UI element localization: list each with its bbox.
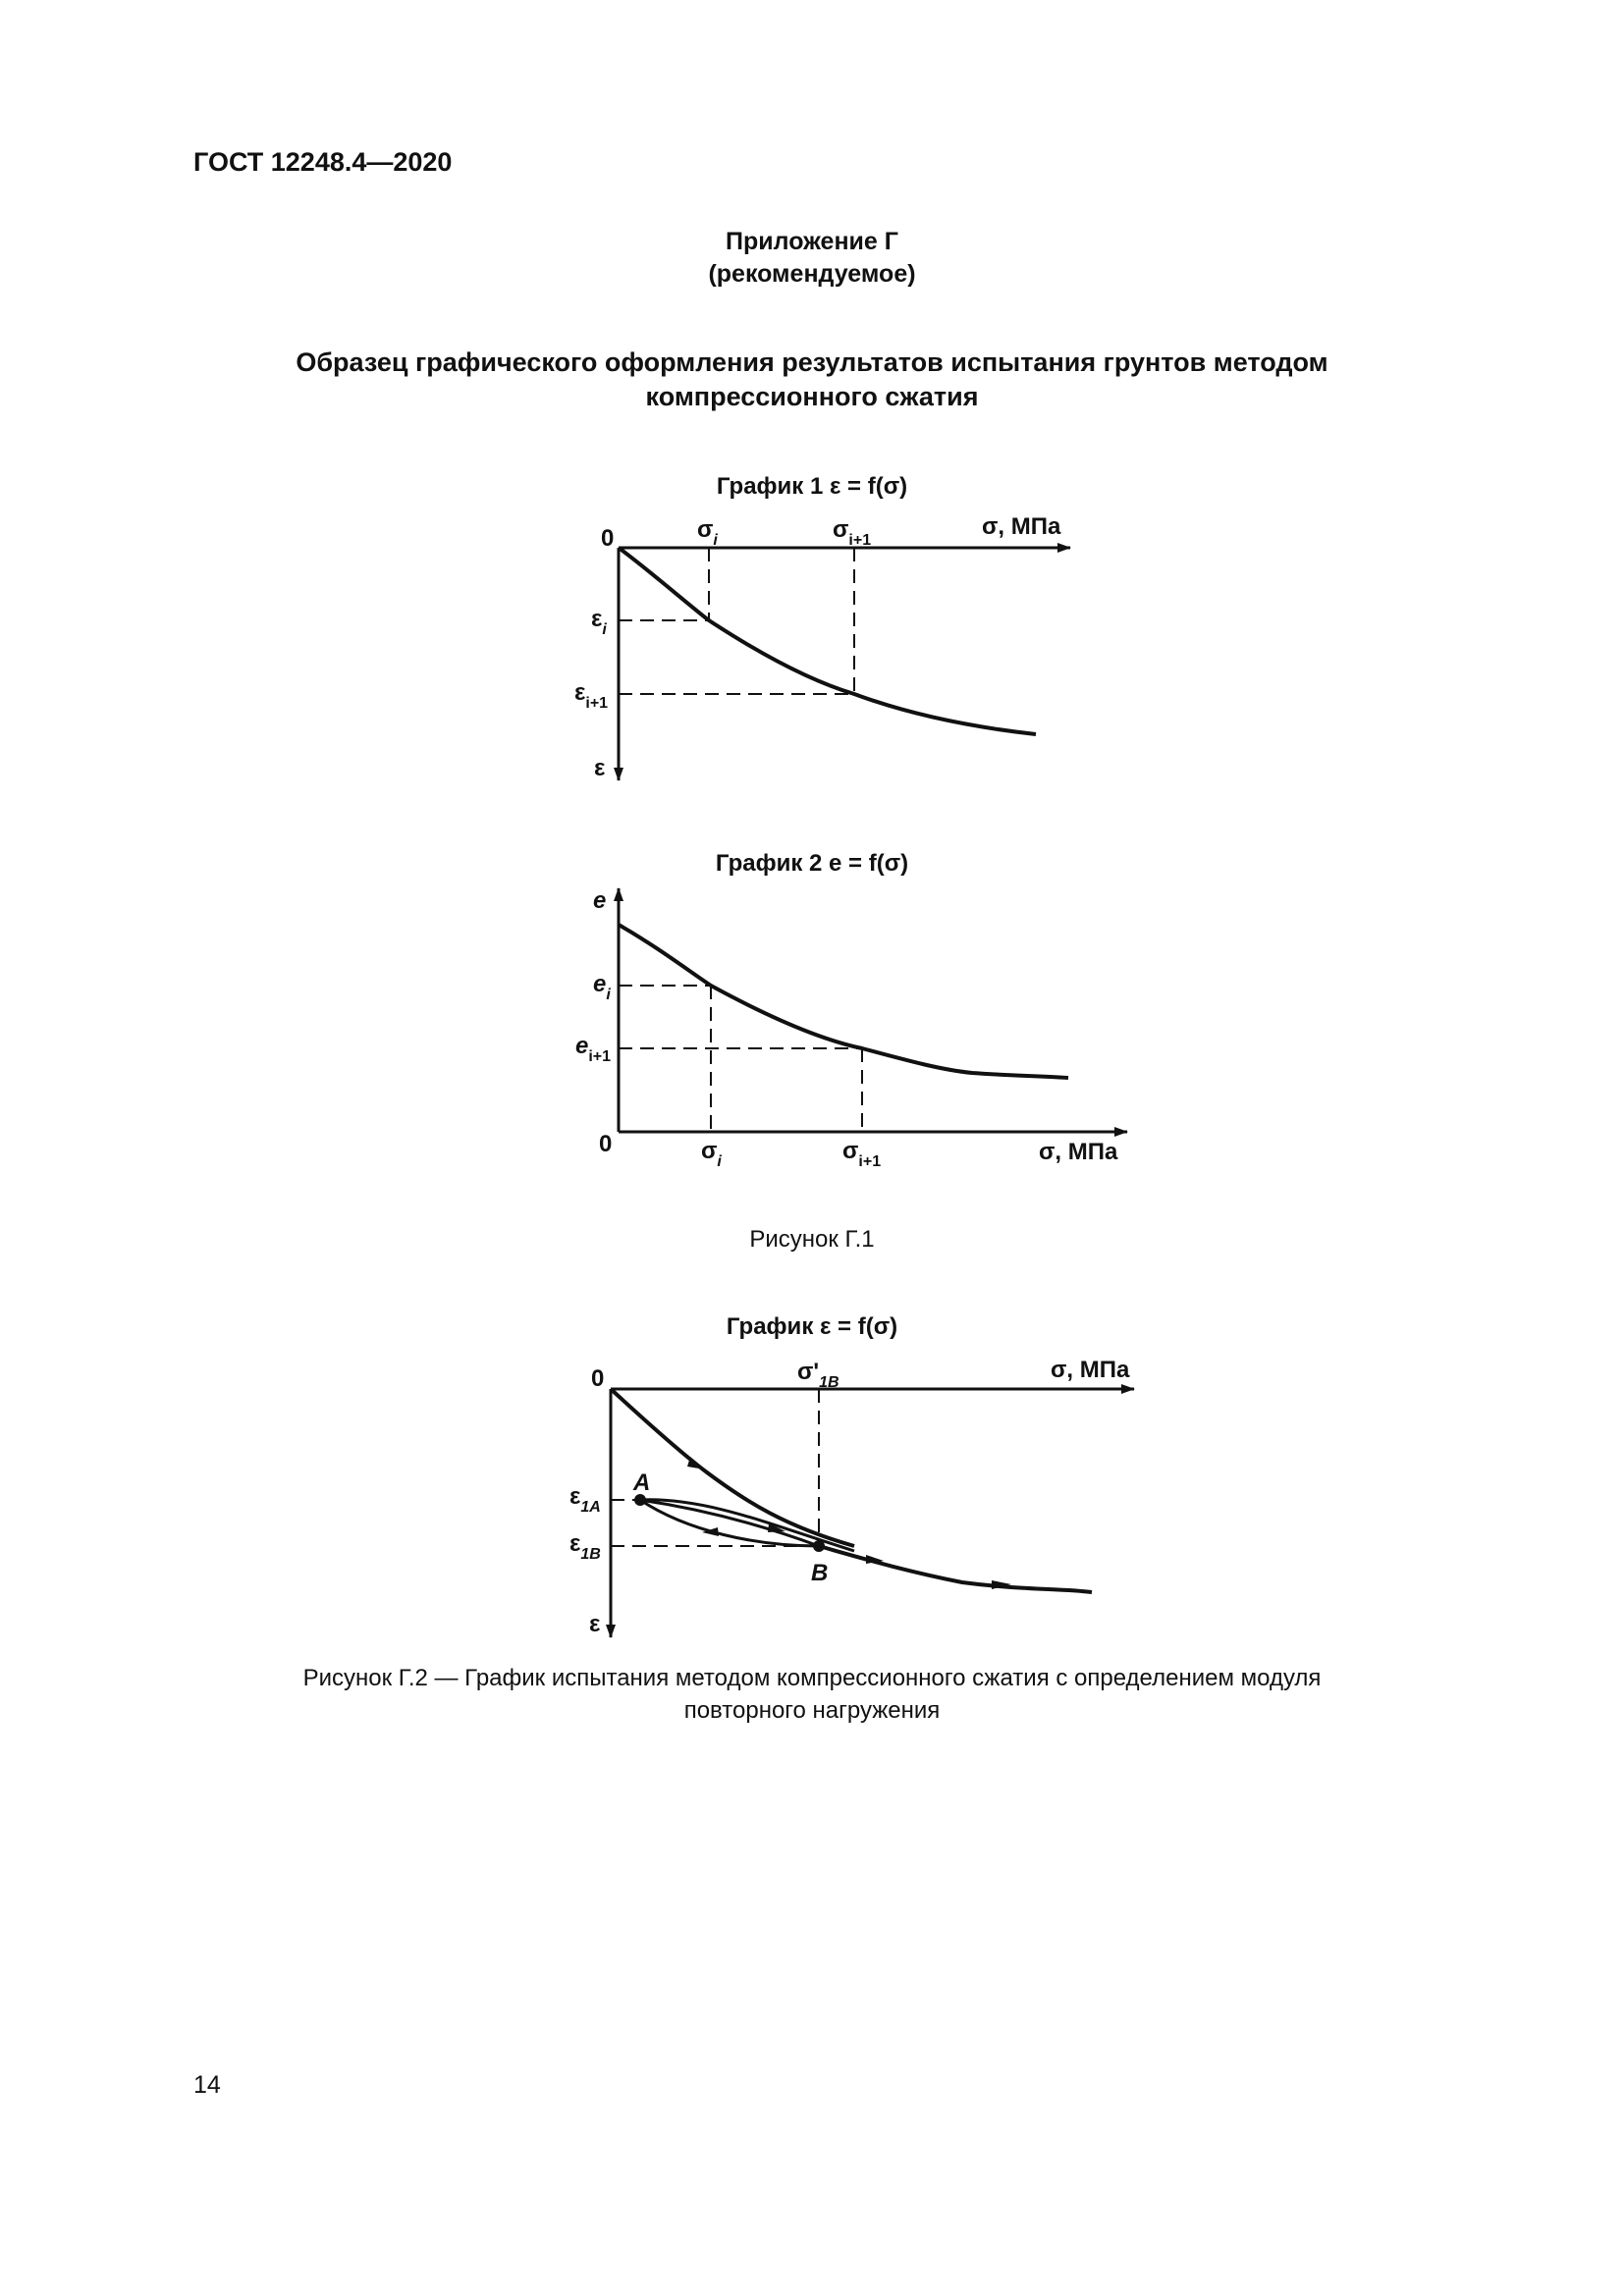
graph1-x-unit: σ, МПа: [982, 513, 1061, 540]
graph1-origin: 0: [601, 525, 615, 552]
graph3-point-b-label: B: [811, 1560, 829, 1586]
graph1-eps-i-label: εi: [591, 606, 607, 638]
graph3-arrow-1: [687, 1457, 705, 1469]
annex-name: Приложение Г: [726, 228, 898, 255]
figure2-caption-line2: повторного нагружения: [683, 1697, 941, 1724]
annex-title-line2: компрессионного сжатия: [645, 382, 979, 411]
graph2-figure: [550, 879, 1139, 1173]
graph1-figure: [550, 510, 1100, 795]
graph3-figure: [550, 1350, 1159, 1644]
graph1-sigma-i1-label: σi+1: [833, 516, 872, 549]
graph2-sigma-i-label: σi: [701, 1138, 722, 1170]
annex-title: [0, 346, 1624, 414]
graph3-eps-1a-label: ε1A: [569, 1483, 601, 1516]
graph3-x-unit: σ, МПа: [1051, 1357, 1130, 1383]
annex-title-line1: Образец графического оформления результатов испытания грунтов методом: [296, 347, 1328, 377]
graph3-title: График ε = f(σ): [726, 1313, 898, 1340]
graph3-point-a-label: A: [633, 1469, 651, 1496]
graph3-eps-1b-label: ε1B: [569, 1530, 601, 1563]
graph3-point-b: [813, 1540, 825, 1552]
graph3-y-axis-label: ε: [589, 1611, 601, 1637]
figure2-caption: [0, 1662, 1624, 1727]
graph1-title: График 1 ε = f(σ): [716, 473, 908, 500]
graph1-y-axis-label: ε: [594, 755, 606, 781]
graph3-origin: 0: [591, 1365, 605, 1392]
figure2-caption-line1: Рисунок Г.2 — График испытания методом компрессионного сжатия с определением модуля: [302, 1665, 1322, 1691]
graph2-e-i1-label: ei+1: [575, 1033, 612, 1065]
annex-heading: [0, 226, 1624, 291]
graph2-sigma-i1-label: σi+1: [842, 1138, 882, 1170]
graph3-sigma-label: σ'1B: [797, 1359, 839, 1391]
annex-status: (рекомендуемое): [708, 260, 916, 288]
graph2-title-text: График 2 e = f(σ): [715, 850, 909, 877]
graph2-y-axis-label: e: [593, 887, 607, 914]
graph1-sigma-i-label: σi: [697, 516, 718, 549]
graph2-curve: [619, 925, 1068, 1078]
graph1-curve: [619, 548, 1036, 734]
page-number: 14: [193, 2071, 221, 2099]
graph2-x-unit: σ, МПа: [1039, 1139, 1118, 1165]
graph1-eps-i1-label: εi+1: [574, 679, 609, 712]
graph2-e-i-label: ei: [593, 971, 611, 1003]
figure1-caption: Рисунок Г.1: [749, 1226, 875, 1253]
graph2-title: [0, 850, 1624, 878]
graph3-reload-curve: [819, 1546, 1092, 1592]
standard-number: ГОСТ 12248.4—2020: [193, 147, 453, 177]
graph2-origin: 0: [599, 1131, 613, 1157]
graph3-virgin-curve: [611, 1389, 854, 1546]
